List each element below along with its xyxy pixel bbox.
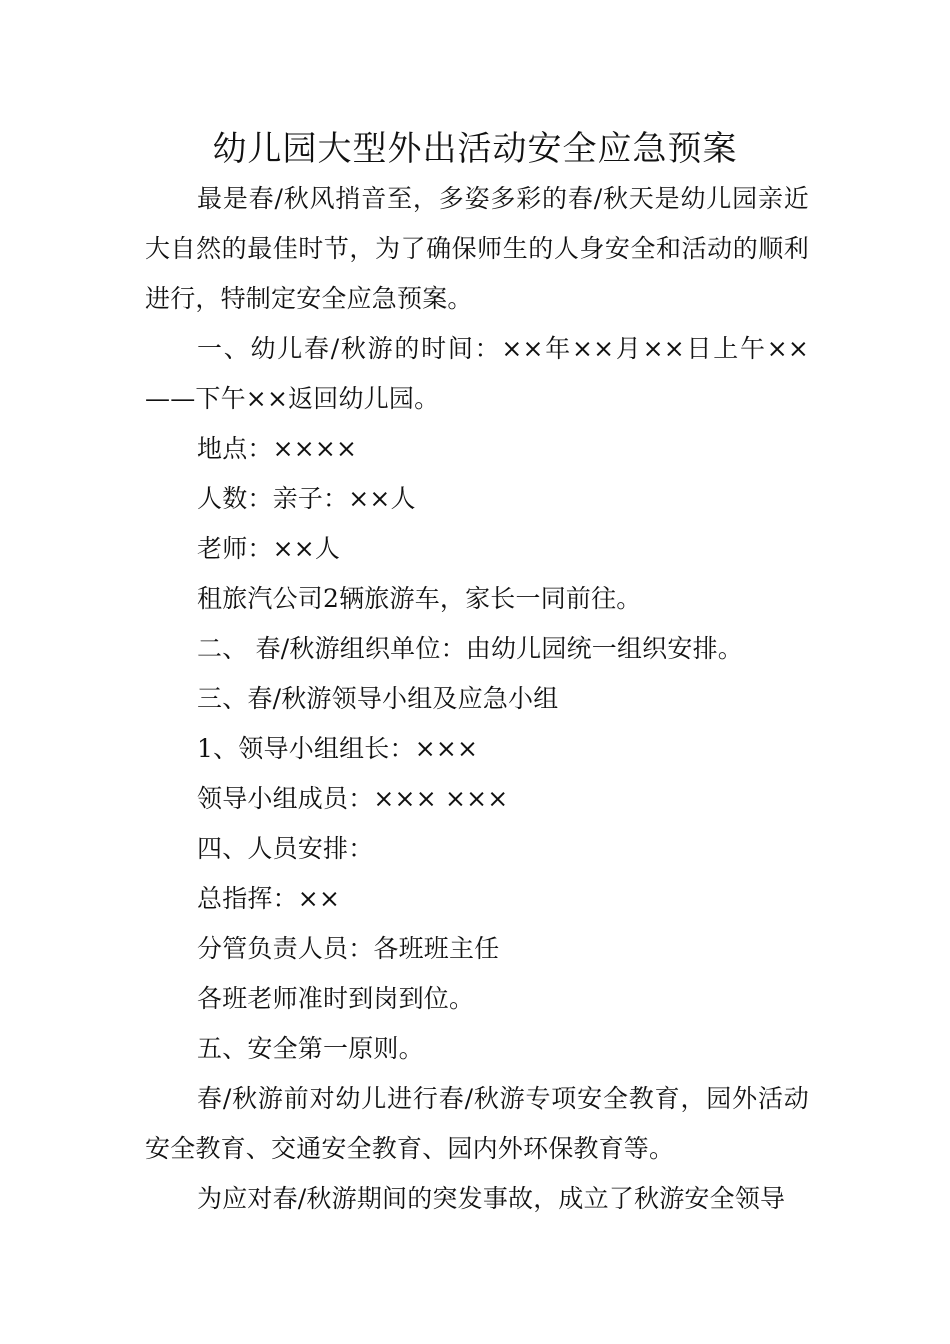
paragraph-intro: 最是春/秋风捎音至，多姿多彩的春/秋天是幼儿园亲近大自然的最佳时节，为了确保师生的人身安全和活动的顺利进行，特制定安全应急预案。: [145, 184, 809, 313]
paragraph-teachers: 老师：××人: [197, 534, 341, 563]
paragraph-section-1-time: 一、幼儿春/秋游的时间：××年××月××日上午××——下午××返回幼儿园。: [145, 334, 809, 413]
paragraph-section-4-heading: 四、人员安排：: [197, 834, 374, 863]
paragraph-emergency-team: 为应对春/秋游期间的突发事故，成立了秋游安全领导: [197, 1184, 786, 1213]
paragraph-safety-education: 春/秋游前对幼儿进行春/秋游专项安全教育，园外活动安全教育、交通安全教育、园内外环保教育等。: [145, 1084, 809, 1163]
paragraph-commander: 总指挥：××: [197, 884, 341, 913]
paragraph-location: 地点：××××: [197, 434, 358, 463]
paragraph-responsible: 分管负责人员：各班班主任: [197, 934, 500, 963]
paragraph-section-3-heading: 三、春/秋游领导小组及应急小组: [197, 684, 559, 713]
paragraph-bus-rental: 租旅汽公司2辆旅游车，家长一同前往。: [197, 584, 642, 613]
paragraph-on-duty: 各班老师准时到岗到位。: [197, 984, 475, 1013]
document-body: [145, 174, 809, 1224]
paragraph-section-2-organizer: 二、 春/秋游组织单位：由幼儿园统一组织安排。: [197, 634, 743, 663]
paragraph-headcount: 人数：亲子：××人: [197, 484, 416, 513]
document-title: 幼儿园大型外出活动安全应急预案: [212, 129, 738, 169]
paragraph-leader: 1、领导小组组长：×××: [197, 734, 479, 763]
paragraph-members: 领导小组成员：××× ×××: [197, 784, 509, 813]
paragraph-section-5-heading: 五、安全第一原则。: [197, 1034, 424, 1063]
